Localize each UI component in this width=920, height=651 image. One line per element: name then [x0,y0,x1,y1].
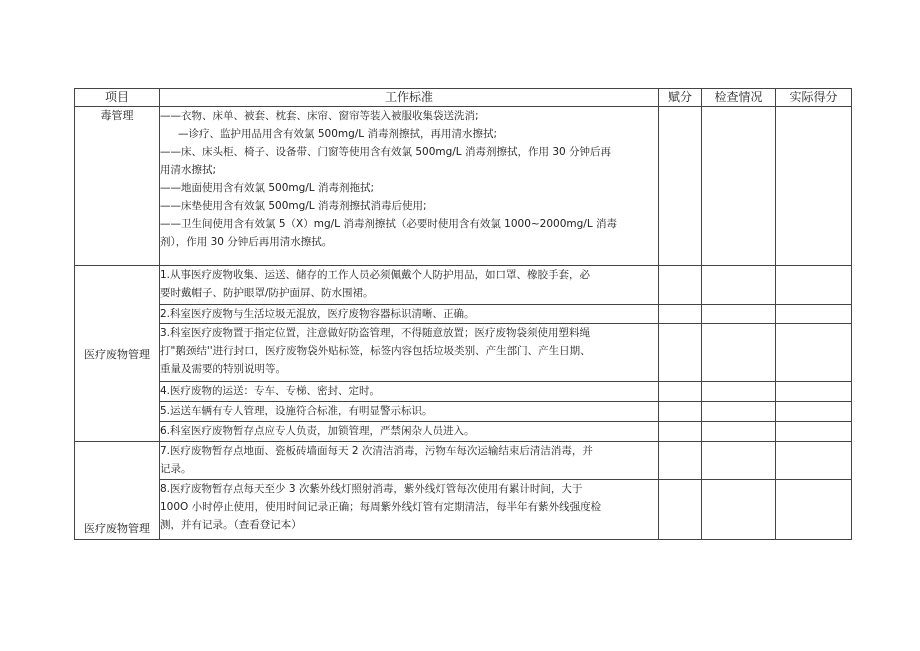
standard-line: ——地面使用含有效氯 500mg/L 消毒剂拖拭; [160,182,375,194]
table-row [75,266,852,305]
actual-cell [776,480,852,540]
table-row [75,402,852,422]
standard-line: 1.从事医疗废物收集、运送、储存的工作人员必须佩戴个人防护用品，如口罩、橡胶手套，必 [160,269,591,281]
standard-line: 重量及需要的特别说明等。 [160,363,286,375]
table-row [75,422,852,442]
standard-cell [160,305,659,324]
standard-line: ——卫生间使用含有效氯 5（X）mg/L 消毒剂擦拭（必要时使用含有效氯 1000~2000mg/L 消毒 [160,218,618,230]
header-score: 赋分 [659,89,702,107]
score-cell [659,107,702,266]
score-cell [659,266,702,305]
check-cell [702,305,776,324]
standard-line: 记录。 [160,463,192,475]
header-actual: 实际得分 [776,89,852,107]
standard-cell [160,107,659,266]
actual-cell [776,107,852,266]
standard-cell [160,422,659,442]
check-cell [702,382,776,402]
actual-cell [776,442,852,480]
actual-cell [776,324,852,382]
check-cell [702,266,776,305]
standard-line: 7.医疗废物暂存点地面、瓷板砖墙面每天 2 次清洁消毒，污物车每次运输结束后清洁消毒，并 [160,445,593,457]
check-cell [702,480,776,540]
score-cell [659,480,702,540]
check-cell [702,422,776,442]
table-row [75,480,852,540]
check-cell [702,107,776,266]
actual-cell [776,422,852,442]
standard-line: 100O 小时停止使用，使用时间记录正确；每周紫外线灯管有定期清洁，每半年有紫外线强度检 [160,501,602,513]
score-cell [659,422,702,442]
standard-line: ——衣物、床单、被套、枕套、床帘、窗帘等装入被服收集袋送洗消; [160,110,479,122]
table-row [75,324,852,382]
check-cell [702,442,776,480]
check-cell [702,324,776,382]
inspection-table [74,88,852,540]
header-item: 项目 [75,89,160,107]
check-cell [702,402,776,422]
standard-cell [160,480,659,540]
standard-cell [160,402,659,422]
table-row [75,442,852,480]
header-standard: 工作标准 [160,89,659,107]
standard-line: 打"鹅颈结''进行封口，医疗废物袋外贴标签，标签内容包括垃圾类别、产生部门、产生日期、 [160,345,591,357]
standard-line: 测，并有记录。（查看登记本） [160,519,302,531]
actual-cell [776,266,852,305]
standard-line: 剂），作用 30 分钟后再用清水擦拭。 [160,236,333,248]
standard-line: —诊疗、监护用品用含有效氯 500mg/L 消毒剂擦拭，再用清水擦拭; [178,128,498,140]
category-cell [75,442,160,540]
score-cell [659,382,702,402]
actual-cell [776,402,852,422]
standard-line: 要时戴帽子、防护眼罩/防护面屏、防水围裙。 [160,287,374,299]
standard-cell [160,382,659,402]
table-row [75,382,852,402]
category-label: 医疗废物管理 [84,347,150,361]
category-cell [75,266,160,442]
standard-line: 5.运送车辆有专人管理，设施符合标准，有明显警示标识。 [160,405,433,417]
standard-line: 4.医疗废物的运送：专车、专梯、密封、定时。 [160,385,381,397]
standard-cell [160,442,659,480]
score-cell [659,305,702,324]
table-row [75,305,852,324]
actual-cell [776,305,852,324]
standard-line: 6.科室医疗废物暂存点应专人负责，加锁管理，严禁闲杂人员进入。 [160,425,475,437]
standard-cell [160,324,659,382]
category-label: 毒管理 [100,109,134,122]
header-row [75,89,852,107]
standard-line: ——床垫使用含有效氯 500mg/L 消毒剂擦拭消毒后使用; [160,200,427,212]
table-row [75,107,852,266]
header-check: 检查情况 [702,89,776,107]
actual-cell [776,382,852,402]
category-cell [75,107,160,266]
category-label: 医疗废物管理 [84,522,150,535]
standard-line: 3.科室医疗废物置于指定位置，注意做好防盗管理，不得随意放置；医疗废物袋须使用塑料绳 [160,327,591,339]
standard-line: 用清水擦拭; [160,164,217,176]
score-cell [659,402,702,422]
score-cell [659,442,702,480]
standard-line: ——床、床头柜、椅子、设备带、门窗等使用含有效氯 500mg/L 消毒剂擦拭，作用 30 分钟后再 [160,146,612,158]
standard-cell [160,266,659,305]
standard-line: 2.科室医疗废物与生活垃圾无混放，医疗废物容器标识清晰、正确。 [160,308,475,320]
standard-line: 8.医疗废物暂存点每天至少 3 次紫外线灯照射消毒，紫外线灯管每次使用有累计时间，大于 [160,483,583,495]
score-cell [659,324,702,382]
